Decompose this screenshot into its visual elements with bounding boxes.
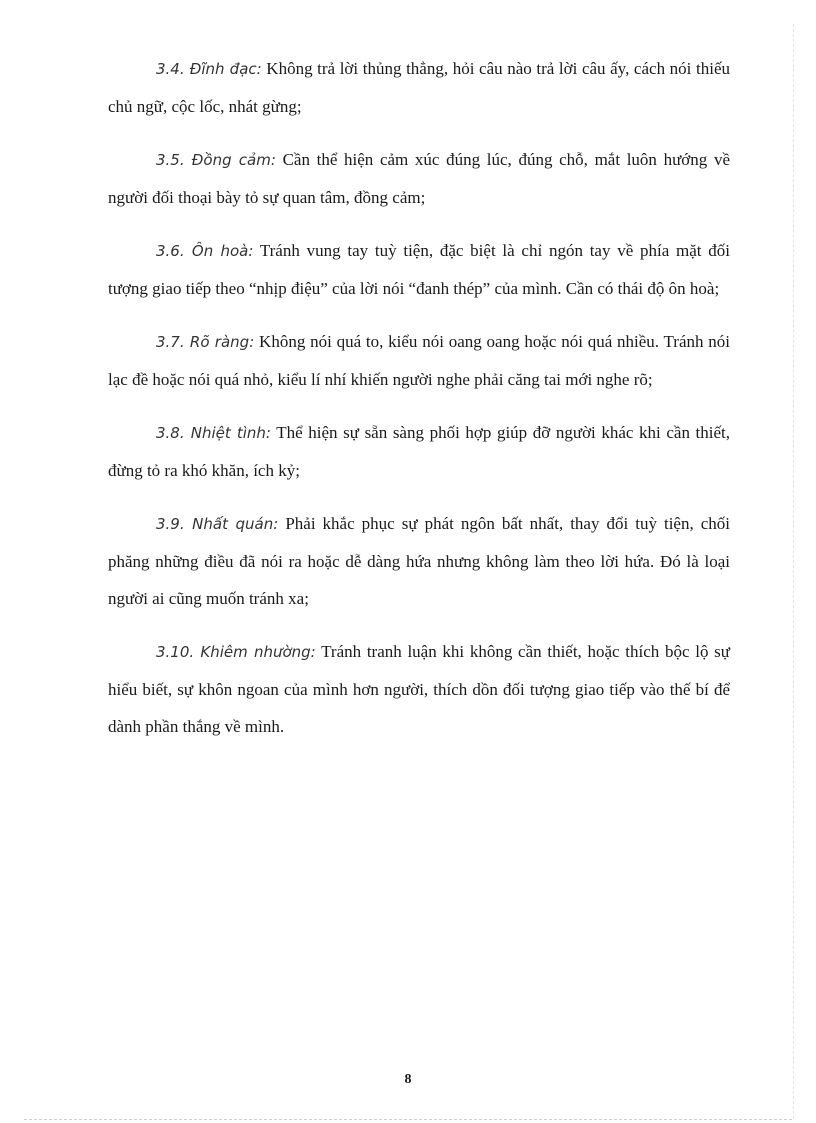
paragraph-heading: 3.5. Đồng cảm: [156,151,276,169]
paragraph-heading: 3.6. Ôn hoà: [156,242,254,260]
paragraph-heading: 3.9. Nhất quán: [156,515,279,533]
paragraph-heading: 3.7. Rõ ràng: [156,333,255,351]
paragraph-text: Tránh tranh luận khi không cần thiết, hoặc thích bộc lộ sự hiểu biết, sự khôn ngoan của mình hơn người, thích dồn đối tượng giao tiếp vào thế bí để dành phần thắng về mình. [108,642,730,736]
paragraph-text: Cần thể hiện cảm xúc đúng lúc, đúng chỗ, mắt luôn hướng về người đối thoại bày tỏ sự quan tâm, đồng cảm; [108,150,730,207]
paragraph-heading: 3.10. Khiêm nhường: [156,643,316,661]
paragraph-heading: 3.4. Đĩnh đạc: [156,60,262,78]
paragraph-nhiet-tinh [108,414,730,489]
paragraph-text: Không nói quá to, kiểu nói oang oang hoặc nói quá nhiều. Tránh nói lạc đề hoặc nói quá nhỏ, kiểu lí nhí khiến người nghe phải căng tai mới nghe rõ; [108,332,731,389]
paragraph-text: Thể hiện sự sẵn sàng phối hợp giúp đỡ người khác khi cần thiết, đừng tỏ ra khó khăn, ích kỷ; [108,423,731,480]
paragraph-dong-cam [108,141,730,216]
paragraph-nhat-quan [108,505,730,617]
paragraph-dinh-dac [108,50,730,125]
paragraph-on-hoa [108,232,730,307]
page-edge [793,24,794,1119]
document-body [108,50,730,761]
page-bottom-border [24,1119,792,1120]
paragraph-text: Phải khắc phục sự phát ngôn bất nhất, thay đổi tuỳ tiện, chối phăng những điều đã nói ra hoặc dễ dàng hứa nhưng không làm theo lời hứa. Đó là loại người ai cũng muốn tránh xa; [108,514,730,608]
paragraph-ro-rang [108,323,730,398]
paragraph-text: Không trả lời thủng thẳng, hỏi câu nào trả lời câu ấy, cách nói thiếu chủ ngữ, cộc lốc, nhát gừng; [108,59,730,116]
paragraph-heading: 3.8. Nhiệt tình: [156,424,271,442]
page-number: 8 [404,1072,412,1087]
paragraph-khiem-nhuong [108,633,730,745]
paragraph-text: Tránh vung tay tuỳ tiện, đặc biệt là chỉ ngón tay về phía mặt đối tượng giao tiếp theo “nhịp điệu” của lời nói “đanh thép” của mình. Cần có thái độ ôn hoà; [108,241,730,298]
